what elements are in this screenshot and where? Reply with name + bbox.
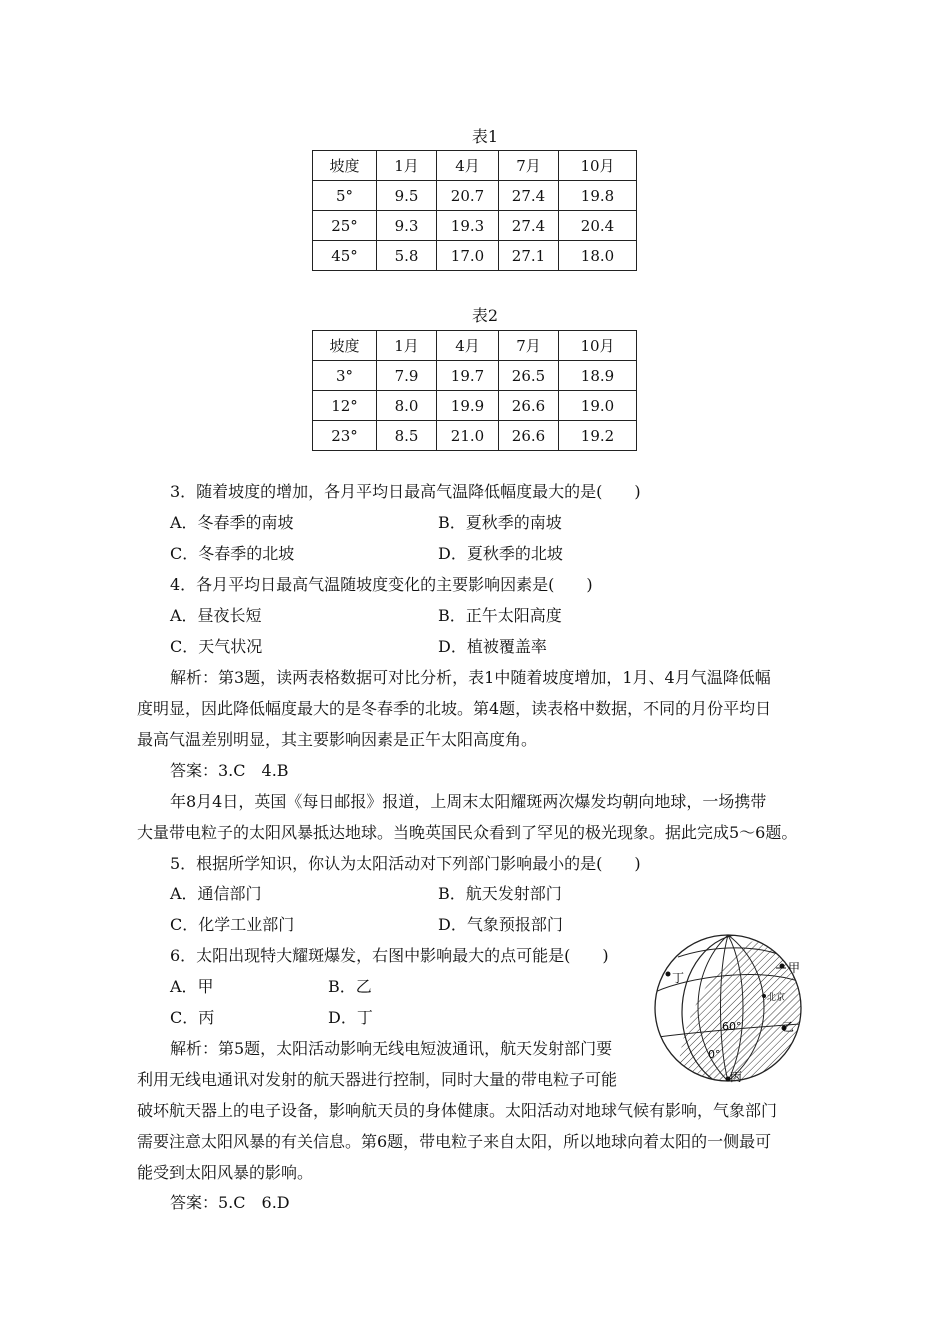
- table-cell: 5°: [313, 181, 377, 211]
- table-row: [313, 211, 637, 241]
- analysis-2-line: 破坏航天器上的电子设备，影响航天员的身体健康。太阳活动对地球气候有影响，气象部门: [137, 1101, 778, 1120]
- table-header-cell: 10月: [559, 151, 637, 181]
- table-cell: 26.6: [499, 421, 559, 451]
- table1-caption: 表1: [471, 127, 499, 146]
- label-lat60: 60°: [722, 1020, 742, 1033]
- table-cell: 7.9: [377, 361, 437, 391]
- table-header-cell: 1月: [377, 331, 437, 361]
- analysis-1-line: 解析：第3题，读两表格数据可对比分析，表1中随着坡度增加，1月、4月气温降低幅: [170, 668, 771, 687]
- point-ding-marker: [666, 972, 671, 977]
- table-cell: 8.5: [377, 421, 437, 451]
- question-3-option-b: B．夏秋季的南坡: [438, 513, 562, 532]
- table-cell: 27.1: [499, 241, 559, 271]
- table-cell: 19.9: [437, 391, 499, 421]
- table2: [312, 330, 637, 451]
- question-3-option-d: D．夏秋季的北坡: [438, 544, 563, 563]
- question-5-stem: 5．根据所学知识，你认为太阳活动对下列部门影响最小的是( ): [170, 854, 641, 873]
- table-cell: 20.4: [559, 211, 637, 241]
- analysis-2-line: 需要注意太阳风暴的有关信息。第6题，带电粒子来自太阳，所以地球向着太阳的一侧最可: [137, 1132, 772, 1151]
- analysis-1-line: 最高气温差别明显，其主要影响因素是正午太阳高度角。: [137, 730, 538, 749]
- table-cell: 27.4: [499, 211, 559, 241]
- table-cell: 12°: [313, 391, 377, 421]
- question-6-option-c: C．丙: [170, 1008, 215, 1027]
- table-cell: 26.5: [499, 361, 559, 391]
- question-4-option-a: A．昼夜长短: [170, 606, 262, 625]
- question-6-option-a: A．甲: [170, 977, 214, 996]
- question-3-stem: 3．随着坡度的增加，各月平均日最高气温降低幅度最大的是( ): [170, 482, 641, 501]
- table-cell: 26.6: [499, 391, 559, 421]
- table-row: [313, 361, 637, 391]
- question-4-option-b: B．正午太阳高度: [438, 606, 562, 625]
- label-beijing: 北京: [767, 993, 786, 1003]
- label-jia: 甲: [788, 961, 801, 975]
- label-ding: 丁: [672, 971, 685, 985]
- table-cell: 19.0: [559, 391, 637, 421]
- passage-line: 大量带电粒子的太阳风暴抵达地球。当晚英国民众看到了罕见的极光现象。据此完成5～6题。: [137, 823, 798, 842]
- analysis-1-line: 度明显，因此降低幅度最大的是冬春季的北坡。第4题，读表格中数据，不同的月份平均日: [137, 699, 772, 718]
- question-3-option-c: C．冬春季的北坡: [170, 544, 295, 563]
- table-row: [313, 181, 637, 211]
- table-cell: 19.7: [437, 361, 499, 391]
- table-cell: 18.0: [559, 241, 637, 271]
- table-cell: 25°: [313, 211, 377, 241]
- table-cell: 19.2: [559, 421, 637, 451]
- question-4-stem: 4．各月平均日最高气温随坡度变化的主要影响因素是( ): [170, 575, 593, 594]
- table-cell: 9.5: [377, 181, 437, 211]
- beijing-marker: [762, 994, 766, 998]
- table-header-cell: 4月: [437, 331, 499, 361]
- table-cell: 9.3: [377, 211, 437, 241]
- analysis-2-line: 解析：第5题，太阳活动影响无线电短波通讯，航天发射部门要: [170, 1039, 613, 1058]
- question-5-option-a: A．通信部门: [170, 884, 262, 903]
- table-cell: 5.8: [377, 241, 437, 271]
- question-5-option-b: B．航天发射部门: [438, 884, 562, 903]
- table-header-row: [313, 331, 637, 361]
- question-6-option-b: B．乙: [328, 977, 372, 996]
- analysis-2-line: 利用无线电通讯对发射的航天器进行控制，同时大量的带电粒子可能: [137, 1070, 618, 1089]
- analysis-2-line: 能受到太阳风暴的影响。: [137, 1163, 314, 1182]
- table-row: [313, 241, 637, 271]
- table-header-cell: 10月: [559, 331, 637, 361]
- label-bing: 丙: [730, 1070, 743, 1084]
- question-4-option-d: D．植被覆盖率: [438, 637, 547, 656]
- answer-1: 答案：3.C 4.B: [170, 761, 289, 780]
- globe-figure: [648, 932, 820, 1092]
- question-6-option-d: D．丁: [328, 1008, 373, 1027]
- label-lat0: 0°: [708, 1048, 721, 1061]
- table-header-cell: 1月: [377, 151, 437, 181]
- table-cell: 19.3: [437, 211, 499, 241]
- night-shading: [678, 932, 820, 1092]
- answer-2: 答案：5.C 6.D: [170, 1193, 290, 1212]
- table-cell: 18.9: [559, 361, 637, 391]
- table-cell: 20.7: [437, 181, 499, 211]
- table-header-row: [313, 151, 637, 181]
- table-header-cell: 4月: [437, 151, 499, 181]
- table-cell: 8.0: [377, 391, 437, 421]
- table-header-cell: 7月: [499, 331, 559, 361]
- table-header-cell: 坡度: [313, 151, 377, 181]
- table1: [312, 150, 637, 271]
- table2-caption: 表2: [471, 306, 499, 325]
- question-4-option-c: C．天气状况: [170, 637, 263, 656]
- question-5-option-c: C．化学工业部门: [170, 915, 295, 934]
- table-cell: 23°: [313, 421, 377, 451]
- table-row: [313, 421, 637, 451]
- question-5-option-d: D．气象预报部门: [438, 915, 563, 934]
- table-header-cell: 7月: [499, 151, 559, 181]
- table-cell: 3°: [313, 361, 377, 391]
- question-3-option-a: A．冬春季的南坡: [170, 513, 294, 532]
- table-cell: 17.0: [437, 241, 499, 271]
- question-6-stem: 6．太阳出现特大耀斑爆发，右图中影响最大的点可能是( ): [170, 946, 609, 965]
- table-cell: 45°: [313, 241, 377, 271]
- table-header-cell: 坡度: [313, 331, 377, 361]
- table-cell: 21.0: [437, 421, 499, 451]
- passage-line: 年8月4日，英国《每日邮报》报道，上周末太阳耀斑两次爆发均朝向地球，一场携带: [170, 792, 767, 811]
- label-yi: 乙: [782, 1020, 795, 1034]
- table-cell: 27.4: [499, 181, 559, 211]
- table-cell: 19.8: [559, 181, 637, 211]
- table-row: [313, 391, 637, 421]
